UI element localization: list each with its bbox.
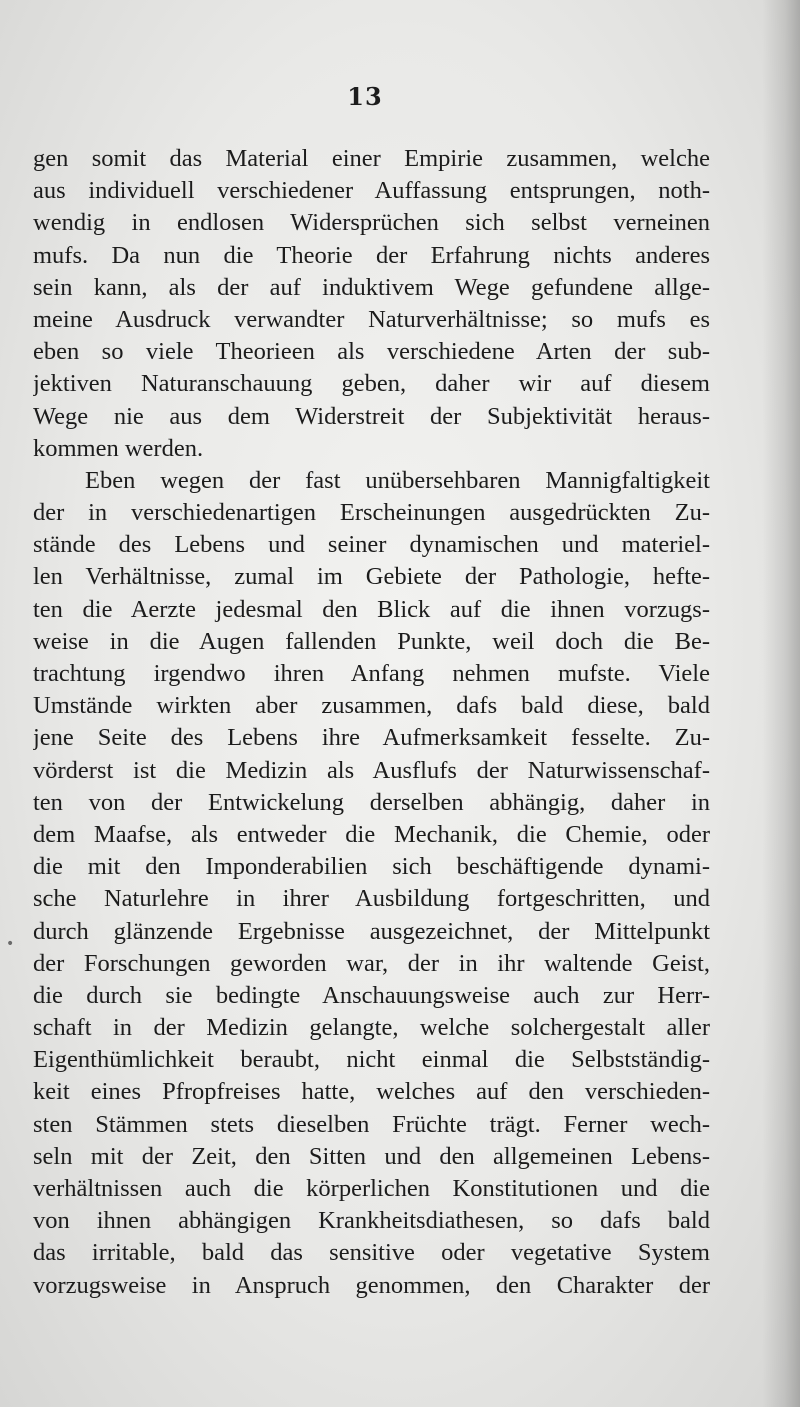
text-line: meine Ausdruck verwandter Naturverhältnisse; so mufs es (33, 305, 710, 333)
body-text (33, 143, 710, 1302)
text-line: keit eines Pfropfreises hatte, welches auf den verschieden- (33, 1078, 710, 1106)
text-line: sten Stämmen stets dieselben Früchte trägt. Ferner wech- (33, 1110, 710, 1138)
text-line: wendig in endlosen Widersprüchen sich selbst verneinen (33, 209, 710, 237)
margin-speck: • (6, 936, 15, 952)
text-line: jene Seite des Lebens ihre Aufmerksamkeit fesselte. Zu- (33, 724, 710, 752)
text-line: sein kann, als der auf induktivem Wege gefundene allge- (33, 273, 710, 301)
paragraph-end-line: kommen werden. (33, 434, 204, 462)
text-line: Eigenthümlichkeit beraubt, nicht einmal die Selbstständig- (33, 1046, 710, 1074)
text-line: len Verhältnisse, zumal im Gebiete der Pathologie, hefte- (33, 563, 710, 591)
text-line: vorzugsweise in Anspruch genommen, den Charakter der (33, 1271, 710, 1299)
text-line: trachtung irgendwo ihren Anfang nehmen mufste. Viele (33, 660, 710, 687)
text-line: aus individuell verschiedener Auffassung entsprungen, noth- (33, 177, 710, 205)
text-line: sche Naturlehre in ihrer Ausbildung fortgeschritten, und (33, 885, 710, 913)
text-line: eben so viele Theorieen als verschiedene Arten der sub- (33, 338, 710, 366)
text-line: schaft in der Medizin gelangte, welche solchergestalt aller (33, 1014, 710, 1042)
text-line: von ihnen abhängigen Krankheitsdiathesen, so dafs bald (33, 1207, 710, 1235)
page-number: 13 (347, 82, 383, 111)
text-line: der in verschiedenartigen Erscheinungen ausgedrückten Zu- (33, 499, 710, 527)
page-edge-shadow (762, 0, 800, 1407)
text-line: vörderst ist die Medizin als Ausflufs der Naturwissenschaf- (33, 756, 710, 784)
text-line: Wege nie aus dem Widerstreit der Subjektivität heraus- (33, 402, 710, 430)
text-line: mufs. Da nun die Theorie der Erfahrung nichts anderes (33, 241, 710, 269)
text-line: das irritable, bald das sensitive oder vegetative System (33, 1239, 710, 1267)
text-line: ten von der Entwickelung derselben abhängig, daher in (33, 788, 710, 816)
text-line: ten die Aerzte jedesmal den Blick auf die ihnen vorzugs- (33, 595, 710, 623)
text-line: stände des Lebens und seiner dynamischen und materiel- (33, 531, 710, 559)
text-line: seln mit der Zeit, den Sitten und den allgemeinen Lebens- (33, 1142, 710, 1170)
text-line: die durch sie bedingte Anschauungsweise auch zur Herr- (33, 981, 710, 1009)
text-line: Umstände wirkten aber zusammen, dafs bald diese, bald (33, 692, 710, 720)
text-line: die mit den Imponderabilien sich beschäftigende dynami- (33, 853, 710, 881)
text-line: jektiven Naturanschauung geben, daher wir auf diesem (33, 370, 710, 398)
text-line: gen somit das Material einer Empirie zusammen, welche (33, 145, 710, 172)
text-line: weise in die Augen fallenden Punkte, weil doch die Be- (33, 627, 710, 655)
text-line: dem Maafse, als entweder die Mechanik, die Chemie, oder (33, 820, 710, 848)
text-line: der Forschungen geworden war, der in ihr waltende Geist, (33, 949, 710, 977)
text-line: durch glänzende Ergebnisse ausgezeichnet, der Mittelpunkt (33, 917, 710, 945)
paragraph-start-line: Eben wegen der fast unübersehbaren Mannigfaltigkeit (85, 466, 710, 494)
text-line: verhältnissen auch die körperlichen Konstitutionen und die (33, 1175, 710, 1202)
